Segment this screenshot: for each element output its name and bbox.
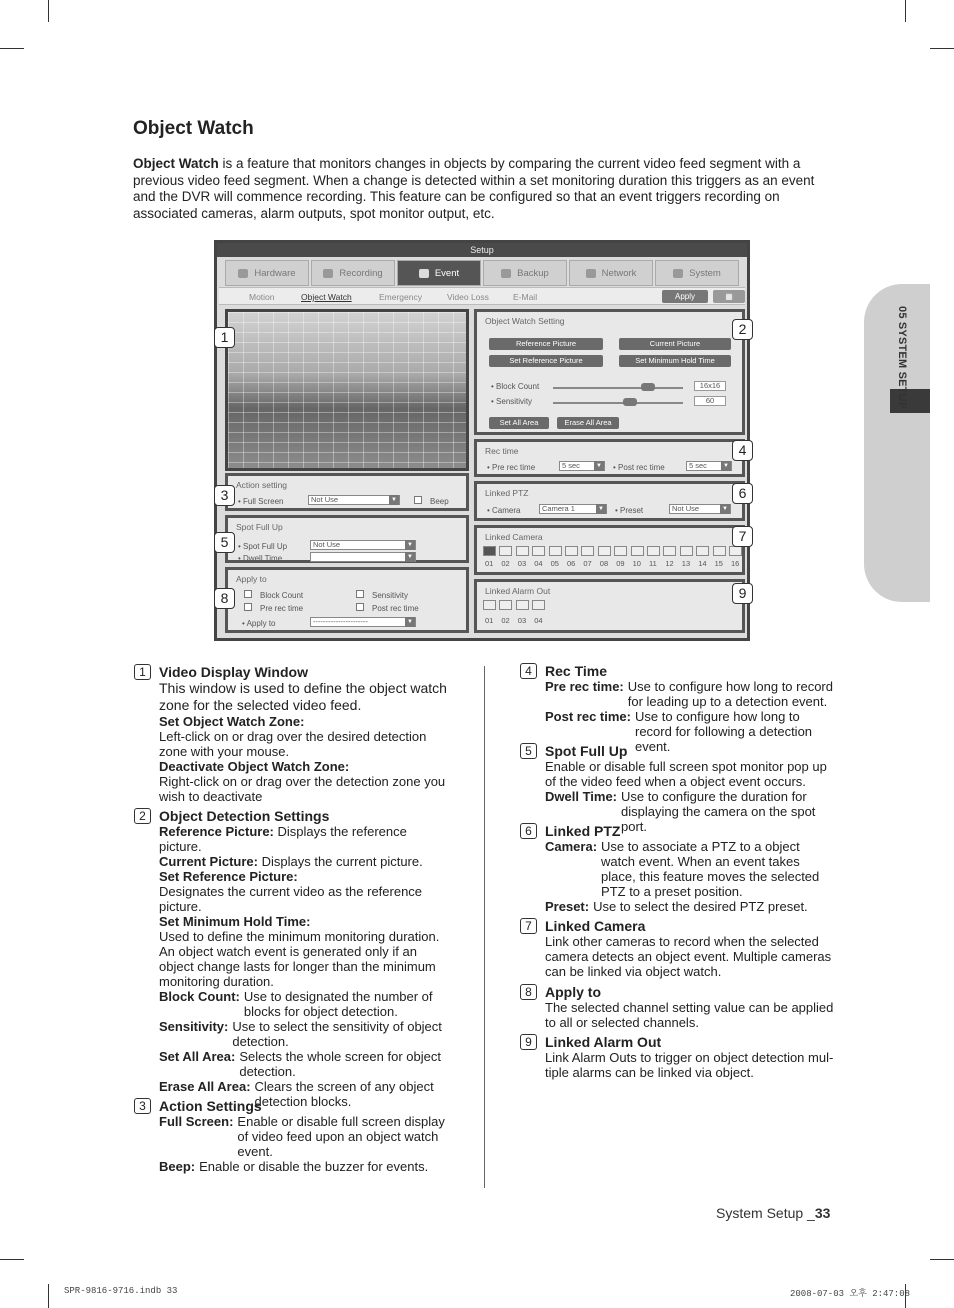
tab-label: Backup [517, 267, 549, 279]
label-text: Apply to [246, 619, 276, 628]
term: Beep: [159, 1159, 196, 1174]
page-footer [716, 1205, 830, 1221]
camera-number: 08 [599, 559, 609, 568]
spot-full-up-select[interactable]: Not Use ▼ [310, 540, 416, 550]
subtab-bar [219, 287, 745, 305]
detection-grid[interactable] [228, 312, 466, 468]
item-text: Designates the current video as the reference picture. [159, 884, 423, 914]
column-divider [484, 666, 485, 1188]
callout-9: 9 [732, 583, 753, 604]
panel-title: Spot Full Up [236, 522, 283, 532]
window-title: Setup [217, 243, 747, 257]
camera-number: 16 [731, 559, 740, 568]
print-slug-file: SPR-9816-9716.indb 33 [64, 1286, 178, 1296]
intro-text: is a feature that monitors changes in objects by comparing the current video feed segment with a previous video feed segment. When a change is detected within a set monitoring duration this triggers as an event and the DVR will commence recording. This feature can be configured so that an event triggers recording on associated cameras, alarm outputs, spot monitor output, etc. [133, 156, 815, 221]
label-text: Post rec time [618, 463, 665, 472]
definition: Enable or disable full screen display of video feed upon an object watch event. [237, 1114, 445, 1159]
linked-camera-checkbox[interactable] [680, 546, 693, 556]
apply-button[interactable]: Apply [662, 290, 708, 303]
label-text: Preset [620, 506, 644, 515]
item-linked-camera [545, 918, 837, 979]
pre-rec-time-label: • Pre rec time [487, 463, 536, 472]
section-label: 05 SYSTEM SETUP [896, 306, 908, 410]
term: Post rec time: [545, 709, 631, 724]
term: Sensitivity: [159, 1019, 229, 1034]
sensitivity-slider[interactable] [553, 402, 683, 404]
sensitivity-label: • Sensitivity [491, 397, 533, 406]
post-rec-time-option: Post rec time [372, 604, 419, 613]
tab-label: Hardware [254, 267, 296, 279]
keyboard-icon[interactable]: ▦ [713, 290, 745, 303]
item-video-display-window [159, 664, 451, 804]
definition: Use to select the desired PTZ preset. [593, 899, 808, 914]
item-number-9: 9 [520, 1034, 537, 1050]
item-linked-alarm-out [545, 1034, 837, 1080]
definition: Use to configure how long to record for following a detection event. [634, 709, 813, 754]
ptz-preset-select[interactable]: Not Use ▼ [669, 504, 731, 514]
panel-title: Linked PTZ [485, 488, 529, 498]
camera-number: 12 [665, 559, 674, 568]
block-count-value: 16x16 [694, 381, 726, 391]
camera-number: 02 [501, 559, 510, 568]
definition: Use to designated the number of blocks for object detection. [243, 989, 433, 1019]
sensitivity-value: 60 [694, 396, 726, 406]
tab-label: System [689, 267, 721, 279]
record-icon [323, 269, 333, 278]
set-minimum-hold-time-button[interactable]: Set Minimum Hold Time [619, 355, 731, 367]
tab-hardware[interactable] [225, 260, 309, 286]
linked-camera-checkbox[interactable] [581, 546, 594, 556]
current-picture-button[interactable]: Current Picture [619, 338, 731, 350]
item-title: Object Detection Settings [159, 808, 330, 824]
camera-number: 14 [698, 559, 707, 568]
set-all-area-button[interactable]: Set All Area [489, 417, 549, 429]
panel-title: Linked Camera [485, 532, 543, 542]
alarm-out-checkbox[interactable] [516, 600, 529, 610]
label-text: Sensitivity [496, 397, 533, 406]
block-count-checkbox[interactable] [244, 590, 252, 598]
alarm-out-checkbox[interactable] [499, 600, 512, 610]
item-body: The selected channel setting value can be applied to all or selected channels. [545, 1000, 834, 1030]
definition-row [159, 1019, 451, 1049]
linked-camera-checkbox[interactable] [549, 546, 562, 556]
linked-camera-checkbox[interactable] [483, 546, 496, 556]
intro-paragraph [133, 156, 829, 222]
page-title: Object Watch [133, 118, 254, 139]
item-title: Rec Time [545, 663, 607, 679]
definition: Use to associate a PTZ to a object watch event. When an event takes place, this feature moves the selected PTZ to a preset position. [601, 839, 820, 899]
rec-time-panel [474, 439, 745, 477]
block-count-label: • Block Count [491, 382, 540, 391]
definition: Use to configure the duration for displaying the camera on the spot port. [621, 789, 816, 834]
term: Preset: [545, 899, 590, 914]
item-title: Video Display Window [159, 664, 308, 680]
post-rec-time-select[interactable]: 5 sec ▼ [686, 461, 732, 471]
item-object-detection-settings [159, 808, 451, 1109]
callout-8: 8 [214, 588, 235, 609]
linked-alarm-out-panel [474, 579, 745, 633]
alarm-out-checkbox[interactable] [532, 600, 545, 610]
tab-label: Recording [339, 267, 383, 279]
term: Camera: [545, 839, 598, 854]
subtab-video-loss[interactable]: Video Loss [447, 292, 489, 302]
definition-row [545, 899, 837, 914]
callout-5: 5 [214, 532, 235, 553]
item-number-2: 2 [134, 808, 151, 824]
item-text [159, 824, 451, 854]
spot-full-up-panel [225, 515, 469, 563]
sensitivity-option: Sensitivity [372, 591, 409, 600]
item-title: Linked Alarm Out [545, 1034, 662, 1050]
callout-4: 4 [732, 440, 753, 461]
item-body: This window is used to define the object watch zone for the selected video feed. [159, 680, 447, 713]
crop-mark [0, 1259, 24, 1260]
item-subheading: Set Object Watch Zone: [159, 714, 305, 729]
pre-rec-time-checkbox[interactable] [244, 603, 252, 611]
camera-number: 07 [583, 559, 592, 568]
item-number-6: 6 [520, 823, 537, 839]
label-text: Full Screen [243, 497, 284, 506]
item-number-7: 7 [520, 918, 537, 934]
label-text: Block Count [496, 382, 540, 391]
item-title: Apply to [545, 984, 601, 1000]
tab-label: Event [434, 267, 460, 279]
block-count-slider[interactable] [553, 387, 683, 389]
set-reference-picture-button[interactable]: Set Reference Picture [489, 355, 603, 367]
item-title: Linked Camera [545, 918, 646, 934]
camera-number: 13 [681, 559, 691, 568]
subtab-emergency[interactable]: Emergency [379, 292, 422, 302]
beep-checkbox[interactable] [414, 496, 422, 504]
tab-system[interactable] [655, 260, 739, 286]
alarm-out-number: 04 [534, 616, 543, 625]
camera-number: 09 [616, 559, 625, 568]
crop-mark [905, 0, 906, 22]
definition: Displays the current picture. [261, 854, 423, 869]
term: Current Picture: [159, 854, 258, 869]
item-subheading: Set Minimum Hold Time: [159, 914, 311, 929]
dwell-time-select[interactable] [310, 552, 416, 562]
item-subheading: Deactivate Object Watch Zone: [159, 759, 350, 774]
video-display-window[interactable] [225, 309, 469, 471]
crop-mark [48, 0, 49, 22]
setup-screenshot [214, 240, 750, 641]
tab-backup[interactable] [483, 260, 567, 286]
backup-icon [501, 269, 511, 278]
block-count-knob[interactable] [641, 383, 655, 391]
alarm-out-checkbox[interactable] [483, 600, 496, 610]
post-rec-time-checkbox[interactable] [356, 603, 364, 611]
tab-event[interactable] [397, 260, 481, 286]
alarm-out-number: 01 [485, 616, 494, 625]
item-spot-full-up [545, 743, 837, 834]
network-icon [586, 269, 596, 278]
panel-title: Object Watch Setting [485, 316, 565, 326]
tab-network[interactable] [569, 260, 653, 286]
apply-to-label: • Apply to [242, 619, 276, 628]
linked-camera-checkbox[interactable] [696, 546, 709, 556]
page-number: 33 [814, 1205, 831, 1221]
definition-row [159, 1114, 451, 1159]
print-slug-date: 2008-07-03 오후 2:47:08 [790, 1289, 911, 1299]
linked-camera-checkbox[interactable] [713, 546, 726, 556]
system-icon [673, 269, 683, 278]
definition: Enable or disable the buzzer for events. [199, 1159, 429, 1174]
camera-number: 15 [714, 559, 723, 568]
term: Set All Area: [159, 1049, 236, 1064]
callout-1: 1 [214, 327, 235, 348]
pre-rec-time-select[interactable]: 5 sec ▼ [559, 461, 605, 471]
item-apply-to [545, 984, 837, 1030]
item-body: Enable or disable full screen spot monitor pop up of the video feed when a object event occurs. [545, 759, 827, 789]
item-title: Action Settings [159, 1098, 262, 1114]
crop-mark [0, 48, 24, 49]
panel-title: Rec time [485, 446, 519, 456]
event-icon [419, 269, 429, 278]
term: Full Screen: [159, 1114, 234, 1129]
item-text: Left-click on or drag over the desired detection zone with your mouse. [159, 729, 427, 759]
subtab-object-watch[interactable]: Object Watch [301, 292, 352, 302]
item-body: Link other cameras to record when the selected camera detects an object event. Multiple cameras can be linked via object watch. [545, 934, 832, 979]
callout-6: 6 [732, 483, 753, 504]
item-title: Spot Full Up [545, 743, 628, 759]
object-watch-setting-panel [474, 309, 745, 435]
item-text: Right-click on or drag over the detection zone you wish to deactivate [159, 774, 446, 804]
label-text: Camera [492, 506, 521, 515]
tab-label: Network [601, 267, 637, 279]
camera-number: 06 [567, 559, 576, 568]
item-number-4: 4 [520, 663, 537, 679]
alarm-out-number: 02 [501, 616, 510, 625]
term: Pre rec time: [545, 679, 624, 694]
spot-full-up-label: • Spot Full Up [238, 542, 288, 551]
sensitivity-knob[interactable] [623, 398, 637, 406]
linked-camera-checkbox[interactable] [516, 546, 529, 556]
subtab-motion[interactable]: Motion [249, 292, 275, 302]
item-number-5: 5 [520, 743, 537, 759]
tab-recording[interactable] [311, 260, 395, 286]
erase-all-area-button[interactable]: Erase All Area [557, 417, 619, 429]
term: Dwell Time: [545, 789, 618, 804]
crop-mark [930, 1259, 954, 1260]
apply-to-select[interactable]: ---------------------- ▼ [310, 617, 416, 627]
definition-row [159, 1049, 451, 1079]
camera-number: 04 [534, 559, 543, 568]
linked-camera-checkbox[interactable] [614, 546, 627, 556]
preset-label: • Preset [615, 506, 644, 515]
definition: Clears the screen of any object detection blocks. [254, 1079, 434, 1109]
post-rec-time-label: • Post rec time [613, 463, 665, 472]
term: Reference Picture: [159, 824, 274, 839]
label-text: Pre rec time [492, 463, 536, 472]
linked-camera-checkbox[interactable] [532, 546, 545, 556]
item-number-1: 1 [134, 664, 151, 680]
item-number-8: 8 [520, 984, 537, 1000]
item-subheading: Set Reference Picture: [159, 869, 298, 884]
definition: Displays the reference picture. [159, 824, 407, 854]
linked-camera-checkbox[interactable] [729, 546, 742, 556]
linked-camera-checkbox[interactable] [647, 546, 660, 556]
alarm-out-number: 03 [517, 616, 527, 625]
item-title: Linked PTZ [545, 823, 621, 839]
action-setting-panel [225, 473, 469, 511]
item-linked-ptz [545, 823, 837, 914]
camera-label: • Camera [487, 506, 521, 515]
ptz-camera-select[interactable]: Camera 1 ▼ [539, 504, 607, 514]
panel-title: Linked Alarm Out [485, 586, 551, 596]
subtab-email[interactable]: E-Mail [513, 292, 538, 302]
label-text: Dwell Time [243, 554, 283, 563]
item-body: Link Alarm Outs to trigger on object detection mul-tiple alarms can be linked via object. [545, 1050, 834, 1080]
linked-ptz-panel [474, 481, 745, 521]
definition: Selects the whole screen for object detection. [239, 1049, 441, 1079]
linked-camera-checkbox[interactable] [663, 546, 676, 556]
footer-label: System Setup _ [716, 1205, 815, 1221]
camera-number: 11 [649, 559, 657, 568]
item-text: Used to define the minimum monitoring duration. An object watch event is generated only if an object change lasts for longer than the minimum monitoring duration. [159, 929, 440, 989]
item-action-settings [159, 1098, 451, 1174]
camera-number: 03 [517, 559, 527, 568]
callout-3: 3 [214, 485, 235, 506]
camera-number: 01 [485, 559, 494, 568]
linked-camera-checkbox[interactable] [499, 546, 512, 556]
beep-label: Beep [430, 497, 449, 506]
camera-number: 10 [632, 559, 641, 568]
apply-to-panel [225, 567, 469, 633]
term: Erase All Area: [159, 1079, 251, 1094]
full-screen-select[interactable]: Not Use ▼ [308, 495, 400, 505]
definition-row [159, 1159, 451, 1174]
reference-picture-button[interactable]: Reference Picture [489, 338, 603, 350]
crop-mark [48, 1284, 49, 1308]
item-text [159, 854, 451, 869]
linked-camera-checkbox[interactable] [565, 546, 578, 556]
main-tabs [225, 260, 739, 286]
linked-camera-panel [474, 525, 745, 575]
intro-lead: Object Watch [133, 156, 219, 171]
panel-title: Apply to [236, 574, 267, 584]
panel-title: Action setting [236, 480, 288, 490]
term: Block Count: [159, 989, 240, 1004]
crop-mark [930, 48, 954, 49]
monitor-icon [238, 269, 248, 278]
linked-camera-checkbox[interactable] [598, 546, 611, 556]
definition-row [159, 989, 451, 1019]
label-text: Spot Full Up [243, 542, 288, 551]
definition-row [545, 839, 837, 899]
definition: Use to select the sensitivity of object detection. [232, 1019, 442, 1049]
block-count-option: Block Count [260, 591, 304, 600]
sensitivity-checkbox[interactable] [356, 590, 364, 598]
item-rec-time [545, 663, 837, 754]
item-number-3: 3 [134, 1098, 151, 1114]
definition-row [545, 679, 837, 709]
callout-2: 2 [732, 319, 753, 340]
callout-7: 7 [732, 526, 753, 547]
full-screen-label: • Full Screen [238, 497, 284, 506]
linked-camera-checkbox[interactable] [631, 546, 644, 556]
camera-number: 05 [550, 559, 559, 568]
pre-rec-time-option: Pre rec time [260, 604, 304, 613]
definition: Use to configure how long to record for leading up to a detection event. [627, 679, 833, 709]
dwell-time-label: • Dwell Time [238, 554, 283, 563]
